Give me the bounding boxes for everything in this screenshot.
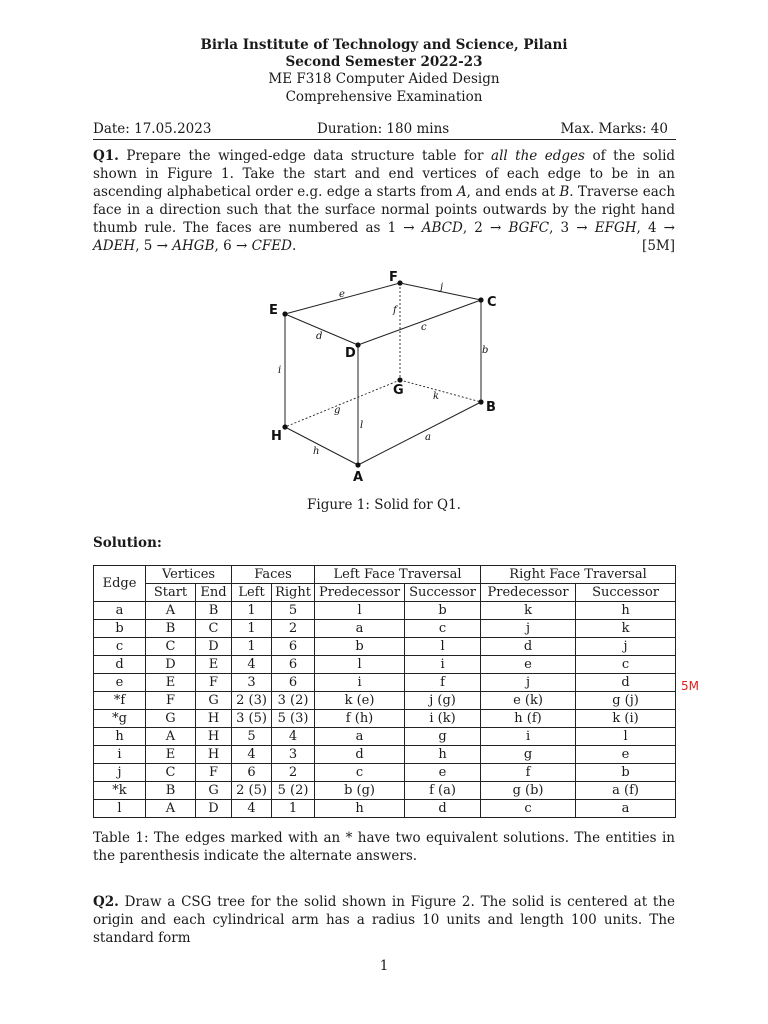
table-row — [94, 692, 676, 710]
table-cell: *k — [94, 782, 146, 800]
table-cell: e — [481, 656, 576, 674]
vertex-label-c: C — [487, 295, 497, 310]
table-cell: i (k) — [405, 710, 481, 728]
table-cell: 2 — [272, 764, 315, 782]
table-cell: k (i) — [576, 710, 676, 728]
header-left-predecessor: Predecessor — [315, 584, 405, 602]
header-edge: Edge — [94, 566, 146, 602]
table-cell: a — [315, 728, 405, 746]
table-cell: 4 — [272, 728, 315, 746]
table-cell: 3 — [232, 674, 272, 692]
semester-title: Second Semester 2022-23 — [285, 54, 483, 70]
table-cell: i — [405, 656, 481, 674]
table-cell: g (b) — [481, 782, 576, 800]
table-row — [94, 728, 676, 746]
table-cell: 5 (2) — [272, 782, 315, 800]
header-right-predecessor: Predecessor — [481, 584, 576, 602]
q2-statement: Q2. Draw a CSG tree for the solid shown in Figure 2. The solid is centered at the origin and each cylindrical arm has a radius 10 units and length 100 units. The standard form — [93, 894, 675, 946]
edge-label-a: a — [425, 432, 431, 443]
table-row — [94, 764, 676, 782]
table-cell: j — [481, 674, 576, 692]
table-cell: j — [94, 764, 146, 782]
table-cell: d — [405, 800, 481, 818]
table-cell: j — [481, 620, 576, 638]
vertex-d-dot — [355, 342, 360, 347]
table-row — [94, 620, 676, 638]
vertex-label-d: D — [345, 346, 356, 361]
q2-label: Q2. — [93, 894, 119, 910]
table-cell: c — [315, 764, 405, 782]
table-cell: 3 — [272, 746, 315, 764]
table-cell: l — [94, 800, 146, 818]
table-cell: *g — [94, 710, 146, 728]
edge-label-c: c — [421, 322, 427, 333]
vertex-label-b: B — [486, 400, 496, 415]
table-cell: j — [576, 638, 676, 656]
table-cell: G — [196, 782, 232, 800]
institute-title: Birla Institute of Technology and Science, Pilani — [200, 37, 568, 53]
table-cell: 5 — [272, 602, 315, 620]
table-cell: l — [405, 638, 481, 656]
table-cell: h — [94, 728, 146, 746]
table-cell: f (a) — [405, 782, 481, 800]
header-left-successor: Successor — [405, 584, 481, 602]
table-cell: a — [94, 602, 146, 620]
q1-marks: [5M] — [642, 238, 675, 254]
edge-label-k: k — [433, 391, 440, 402]
table-cell: b — [405, 602, 481, 620]
table-cell: E — [196, 656, 232, 674]
table-cell: a (f) — [576, 782, 676, 800]
table-cell: g — [481, 746, 576, 764]
table-cell: 6 — [272, 656, 315, 674]
table-row — [94, 746, 676, 764]
table-cell: 6 — [232, 764, 272, 782]
table-cell: B — [146, 782, 196, 800]
table-cell: c — [94, 638, 146, 656]
table-cell: 3 (5) — [232, 710, 272, 728]
vertex-label-f: F — [389, 270, 398, 285]
table-cell: 4 — [232, 656, 272, 674]
table-cell: 4 — [232, 746, 272, 764]
edge-label-d: d — [316, 331, 323, 342]
edge-label-b: b — [482, 345, 489, 356]
table-header-row-1 — [94, 566, 676, 584]
header-start: Start — [146, 584, 196, 602]
edge-label-e: e — [339, 289, 345, 300]
table-cell: c — [405, 620, 481, 638]
table-cell: l — [315, 602, 405, 620]
table-cell: k (e) — [315, 692, 405, 710]
table-cell: D — [196, 638, 232, 656]
table-cell: G — [146, 710, 196, 728]
edge-a-line — [358, 402, 481, 465]
table-cell: 6 — [272, 638, 315, 656]
table-row — [94, 656, 676, 674]
table-cell: d — [315, 746, 405, 764]
table-row — [94, 638, 676, 656]
edge-label-j: j — [440, 282, 444, 293]
table-cell: d — [94, 656, 146, 674]
vertex-label-h: H — [271, 429, 282, 444]
table-cell: C — [146, 764, 196, 782]
edge-g-line — [285, 380, 400, 427]
table-cell: 1 — [232, 638, 272, 656]
table-cell: i — [481, 728, 576, 746]
table-cell: E — [146, 674, 196, 692]
header-right: Right — [272, 584, 315, 602]
side-marks-annotation: 5M — [681, 679, 699, 693]
edge-label-g: g — [334, 405, 341, 416]
winged-edge-table — [93, 565, 676, 818]
table-cell: e — [405, 764, 481, 782]
edge-k-line — [400, 380, 481, 402]
table-cell: b (g) — [315, 782, 405, 800]
vertex-label-e: E — [269, 303, 278, 318]
table-cell: i — [94, 746, 146, 764]
table-cell: B — [146, 620, 196, 638]
edge-label-h: h — [313, 446, 320, 457]
vertex-f-dot — [397, 280, 402, 285]
table-cell: E — [146, 746, 196, 764]
table-row — [94, 602, 676, 620]
table-cell: 3 (2) — [272, 692, 315, 710]
table-cell: h — [315, 800, 405, 818]
table-cell: e (k) — [481, 692, 576, 710]
table-cell: H — [196, 710, 232, 728]
table-cell: k — [481, 602, 576, 620]
vertex-h-dot — [282, 424, 287, 429]
exam-max-marks: Max. Marks: 40 — [560, 121, 668, 137]
table-cell: F — [196, 674, 232, 692]
table-cell: b — [576, 764, 676, 782]
table-cell: b — [315, 638, 405, 656]
table-cell: 2 — [272, 620, 315, 638]
table-cell: h (f) — [481, 710, 576, 728]
table-cell: F — [146, 692, 196, 710]
table-cell: l — [576, 728, 676, 746]
table-cell: f — [405, 674, 481, 692]
table-header-row-2 — [94, 584, 676, 602]
table-cell: D — [146, 656, 196, 674]
table-cell: 5 — [232, 728, 272, 746]
table-cell: l — [315, 656, 405, 674]
header-left: Left — [232, 584, 272, 602]
table-cell: G — [196, 692, 232, 710]
edge-label-f: f — [393, 305, 397, 316]
header-right-traversal: Right Face Traversal — [481, 566, 676, 584]
table-cell: e — [94, 674, 146, 692]
table-cell: c — [481, 800, 576, 818]
header-right-successor: Successor — [576, 584, 676, 602]
table-cell: C — [146, 638, 196, 656]
table-cell: H — [196, 728, 232, 746]
table-cell: a — [315, 620, 405, 638]
table-row — [94, 782, 676, 800]
vertex-b-dot — [478, 399, 483, 404]
table-cell: 1 — [232, 620, 272, 638]
table-cell: A — [146, 602, 196, 620]
exam-date: Date: 17.05.2023 — [93, 121, 212, 137]
table-cell: A — [146, 728, 196, 746]
course-title: ME F318 Computer Aided Design — [268, 71, 500, 87]
q1-label: Q1. — [93, 148, 119, 164]
header-vertices: Vertices — [146, 566, 232, 584]
edge-label-l: l — [360, 420, 364, 431]
table-row — [94, 710, 676, 728]
header-left-traversal: Left Face Traversal — [315, 566, 481, 584]
header-end: End — [196, 584, 232, 602]
table-cell: F — [196, 764, 232, 782]
vertex-label-g: G — [393, 383, 404, 398]
table-cell: 5 (3) — [272, 710, 315, 728]
table-cell: k — [576, 620, 676, 638]
figure-1-caption: Figure 1: Solid for Q1. — [307, 497, 461, 513]
table-body — [94, 602, 676, 818]
table-row — [94, 674, 676, 692]
vertex-a-dot — [355, 462, 360, 467]
table-cell: 4 — [232, 800, 272, 818]
vertex-label-a: A — [353, 470, 364, 485]
table-row — [94, 800, 676, 818]
exam-title: Comprehensive Examination — [285, 89, 483, 105]
edge-h-line — [285, 427, 358, 465]
table-cell: g (j) — [576, 692, 676, 710]
table-cell: A — [146, 800, 196, 818]
table-cell: h — [576, 602, 676, 620]
table-cell: C — [196, 620, 232, 638]
table-cell: 2 (3) — [232, 692, 272, 710]
table-cell: H — [196, 746, 232, 764]
table-cell: D — [196, 800, 232, 818]
table-cell: d — [481, 638, 576, 656]
table-cell: f (h) — [315, 710, 405, 728]
solution-label: Solution: — [93, 535, 162, 551]
table-cell: 1 — [272, 800, 315, 818]
table-cell: f — [481, 764, 576, 782]
vertex-g-dot — [397, 377, 402, 382]
table-cell: 2 (5) — [232, 782, 272, 800]
table-cell: *f — [94, 692, 146, 710]
table-cell: g — [405, 728, 481, 746]
table-cell: 6 — [272, 674, 315, 692]
table-cell: b — [94, 620, 146, 638]
q1-statement: Q1. Prepare the winged-edge data structure table for all the edges of the solid shown in Figure 1. Take the start and end vertices of each edge to be in an ascending alphabetical order e.g. edge a starts from A, and ends at B. Traverse each face in a direction such that the surface normal points outwards by the right hand thumb rule. The faces are numbered as 1 → ABCD, 2 → BGFC, 3 → EFGH, 4 → ADEH, 5 → AHGB, 6 → CFED. [5M] — [93, 148, 676, 254]
table-cell: e — [576, 746, 676, 764]
vertex-c-dot — [478, 297, 483, 302]
table-cell: a — [576, 800, 676, 818]
exam-duration: Duration: 180 mins — [317, 121, 450, 137]
page-number: 1 — [379, 958, 389, 974]
table-cell: j (g) — [405, 692, 481, 710]
header-faces: Faces — [232, 566, 315, 584]
table-cell: c — [576, 656, 676, 674]
table-1-caption: Table 1: The edges marked with an * have two equivalent solutions. The entities in the parenthesis indicate the alternate answers. — [93, 830, 675, 864]
table-cell: i — [315, 674, 405, 692]
table-cell: d — [576, 674, 676, 692]
table-cell: 1 — [232, 602, 272, 620]
edge-label-i: i — [278, 365, 282, 376]
vertex-e-dot — [282, 311, 287, 316]
table-cell: B — [196, 602, 232, 620]
edge-c-line — [358, 300, 481, 345]
table-cell: h — [405, 746, 481, 764]
